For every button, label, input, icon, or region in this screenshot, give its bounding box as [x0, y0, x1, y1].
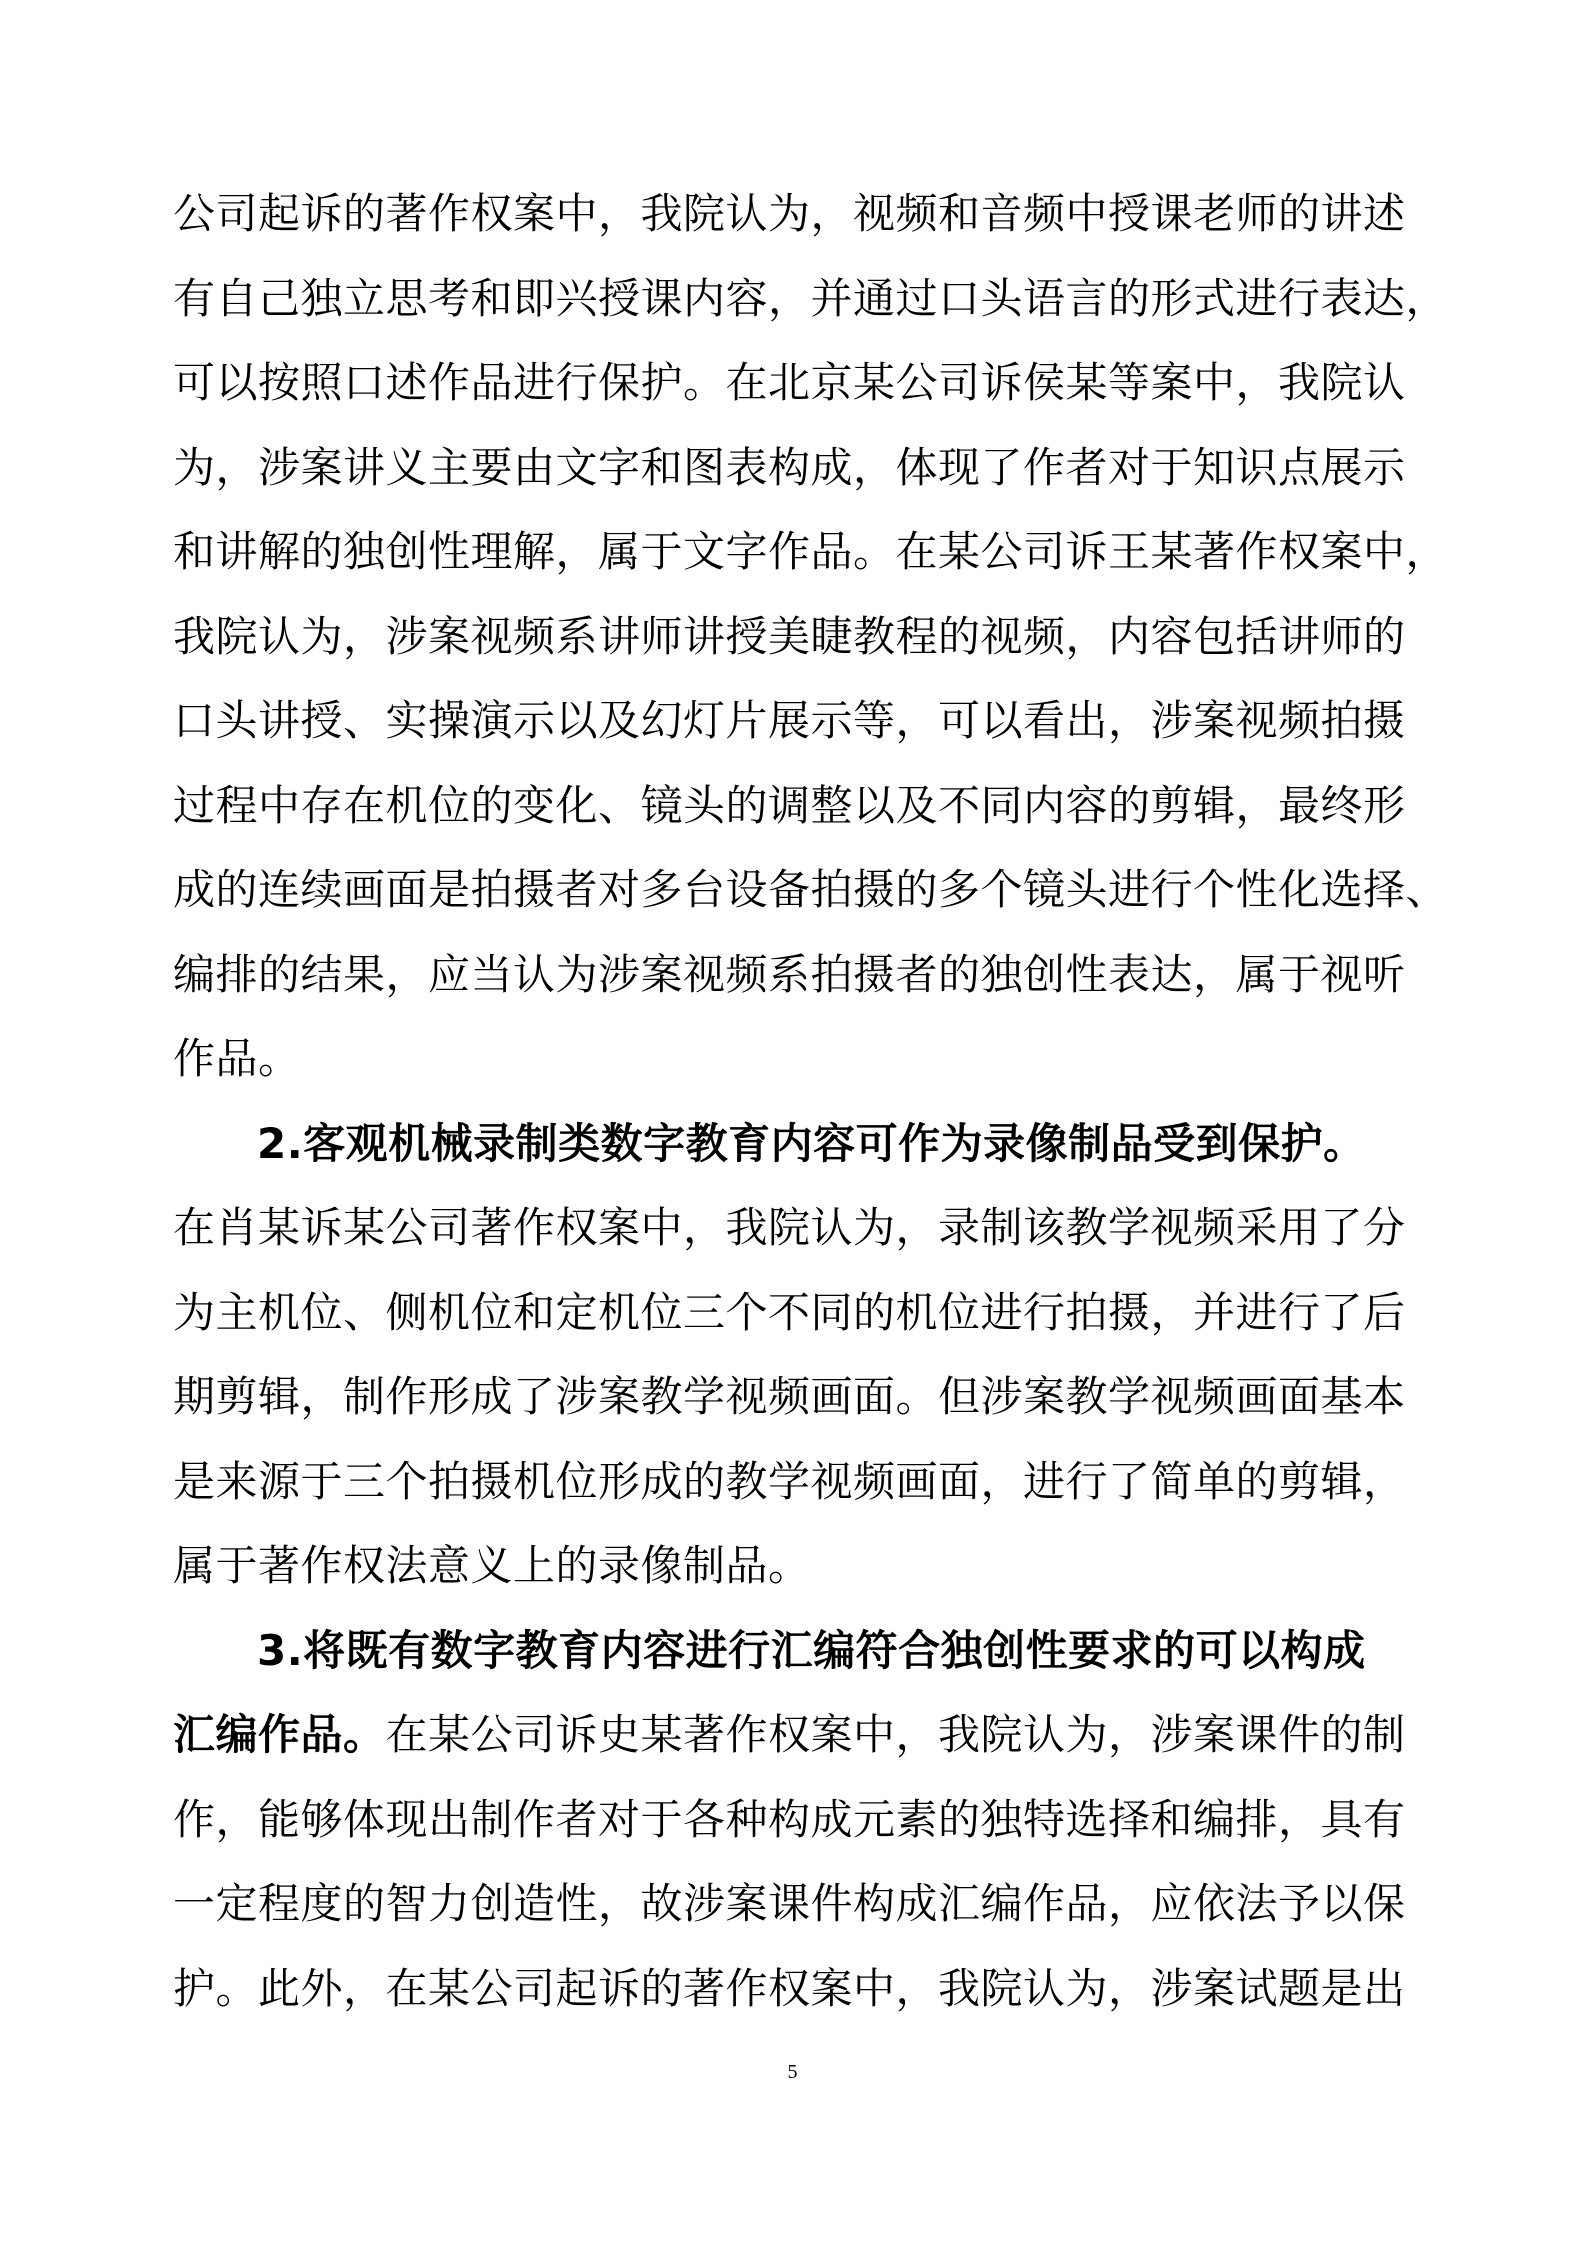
text-segment: 在某公司诉史某著作权案中，我院认为，涉案课件的制	[385, 1710, 1406, 1759]
text-line: 为主机位、侧机位和定机位三个不同的机位进行拍摄，并进行了后	[173, 1287, 1406, 1337]
section-3-heading: 3.将既有数字教育内容进行汇编符合独创性要求的可以构成	[257, 1625, 1366, 1675]
text-line: 我院认为，涉案视频系讲师讲授美睫教程的视频，内容包括讲师的	[173, 611, 1406, 661]
text-line: 可以按照口述作品进行保护。在北京某公司诉侯某等案中，我院认	[173, 358, 1406, 407]
text-line: 公司起诉的著作权案中，我院认为，视频和音频中授课老师的讲述	[173, 189, 1406, 238]
text-line	[173, 1693, 1413, 1778]
text-line: 属于著作权法意义上的录像制品。	[173, 1541, 811, 1590]
text-line: 护。此外，在某公司起诉的著作权案中，我院认为，涉案试题是出	[173, 1963, 1406, 2013]
text-line: 为，涉案讲义主要由文字和图表构成，体现了作者对于知识点展示	[173, 442, 1406, 492]
text-line: 编排的结果，应当认为涉案视频系拍摄者的独创性表达，属于视听	[173, 949, 1406, 999]
text-line: 有自己独立思考和即兴授课内容，并通过口头语言的形式进行表达，	[173, 273, 1449, 323]
text-line: 口头讲授、实操演示以及幻灯片展示等，可以看出，涉案视频拍摄	[173, 696, 1406, 745]
text-line: 作品。	[173, 1034, 301, 1083]
text-line: 在肖某诉某公司著作权案中，我院认为，录制该教学视频采用了分	[173, 1203, 1406, 1252]
text-line: 一定程度的智力创造性，故涉案课件构成汇编作品，应依法予以保	[173, 1879, 1406, 1928]
section-2-heading: 2.客观机械录制类数字教育内容可作为录像制品受到保护。	[257, 1118, 1366, 1168]
text-line: 是来源于三个拍摄机位形成的教学视频画面，进行了简单的剪辑，	[173, 1456, 1406, 1506]
text-line: 作，能够体现出制作者对于各种构成元素的独特选择和编排，具有	[173, 1794, 1406, 1844]
page-number: 5	[787, 2061, 798, 2083]
text-line: 成的连续画面是拍摄者对多台设备拍摄的多个镜头进行个性化选择、	[173, 865, 1449, 914]
text-line: 和讲解的独创性理解，属于文字作品。在某公司诉王某著作权案中，	[173, 527, 1449, 576]
section-3-heading-continued: 汇编作品。	[173, 1710, 386, 1759]
body-text	[173, 172, 1449, 2031]
text-line: 过程中存在机位的变化、镜头的调整以及不同内容的剪辑，最终形	[173, 780, 1406, 830]
text-line: 期剪辑，制作形成了涉案教学视频画面。但涉案教学视频画面基本	[173, 1372, 1406, 1421]
